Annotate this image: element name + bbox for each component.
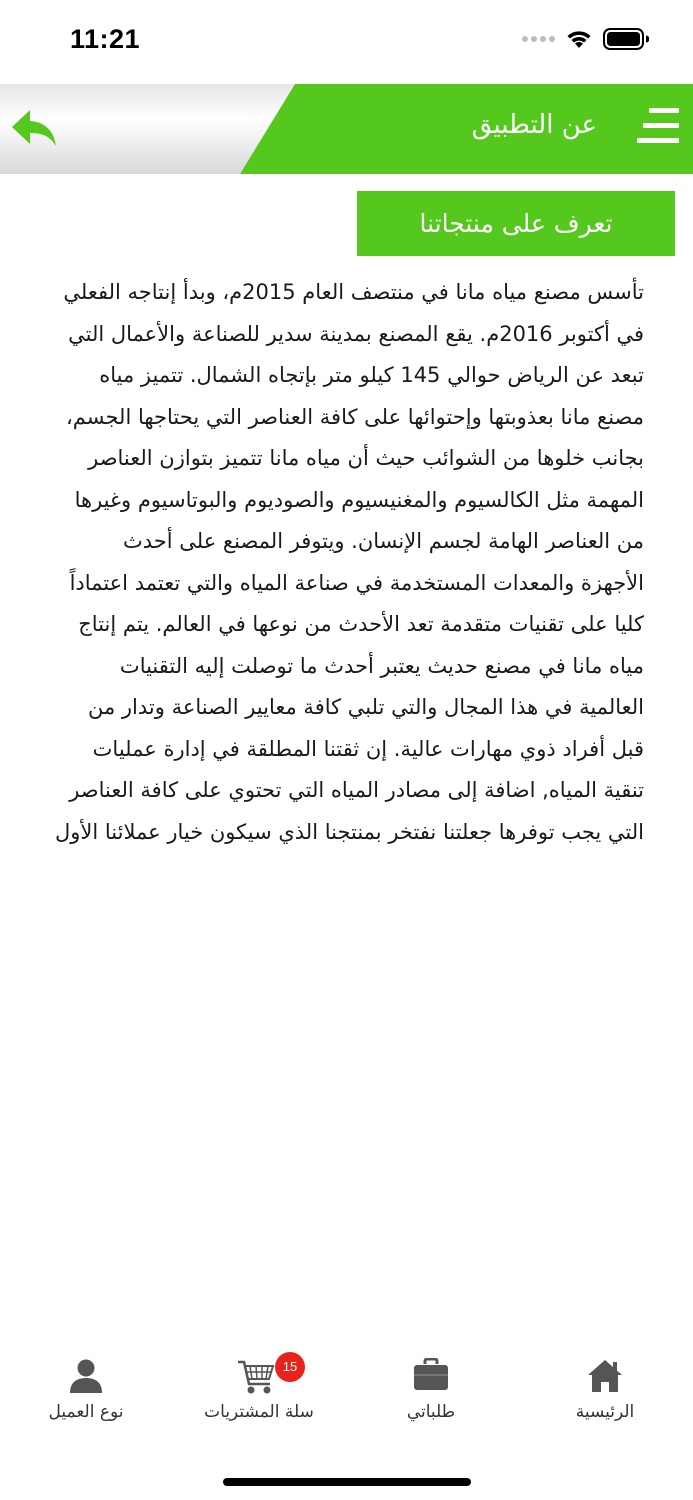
hamburger-menu-icon[interactable] xyxy=(635,108,679,150)
shopping-cart-icon xyxy=(236,1358,276,1396)
wifi-icon xyxy=(565,29,593,49)
nav-label-orders: طلباتي xyxy=(406,1402,456,1422)
bottom-navigation xyxy=(0,1340,693,1440)
user-icon xyxy=(69,1358,103,1394)
nav-item-customer-type[interactable] xyxy=(11,1340,161,1440)
cart-count-badge: 15 xyxy=(275,1352,305,1382)
back-button[interactable] xyxy=(8,102,62,156)
nav-item-home[interactable] xyxy=(530,1340,680,1440)
status-time: 11:21 xyxy=(70,24,141,54)
nav-item-orders[interactable] xyxy=(356,1340,506,1440)
battery-icon xyxy=(603,28,649,50)
status-icons xyxy=(522,28,649,50)
cellular-signal-icon xyxy=(522,36,555,42)
header-accent-band xyxy=(240,84,693,174)
nav-label-cart: سلة المشتريات xyxy=(204,1402,314,1422)
status-bar xyxy=(0,0,693,84)
briefcase-icon xyxy=(412,1358,450,1392)
back-arrow-icon xyxy=(8,102,62,156)
app-header xyxy=(0,84,693,174)
nav-item-cart[interactable] xyxy=(184,1340,334,1440)
nav-label-home: الرئيسية xyxy=(575,1402,635,1422)
about-description: تأسس مصنع مياه مانا في منتصف العام 2015م، وبدأ إنتاجه الفعلي في أكتوبر 2016م. يقع المصنع بمدينة سدير للصناعة والأعمال التي تبعد عن الرياض حوالي 145 كيلو متر بإتجاه الشمال. تتميز مياه مصنع مانا بعذوبتها وإحتوائها على كافة العناصر التي يحتاجها الجسم، بجانب خلوها من الشوائب حيث أن مياه مانا تتميز بتوازن العناصر المهمة مثل الكالسيوم والمغنيسيوم والصوديوم والبوتاسيوم وغيرها من العناصر الهامة لجسم الإنسان. ويتوفر المصنع على أحدث الأجهزة والمعدات المستخدمة في صناعة المياه والتي تعتمد اعتماداً كليا على تقنيات متقدمة تعد الأحدث من نوعها في العالم. يتم إنتاج مياه مانا في مصنع حديث يعتبر أحدث ما توصلت إليه التقنيات العالمية في هذا المجال والتي تلبي كافة معايير الصناعة وتدار من قبل أفراد ذوي مهارات عالية. إن ثقتنا المطلقة في إدارة عمليات تنقية المياه, اضافة إلى مصادر المياه التي تحتوي على كافة العناصر التي يجب توفرها جعلتنا نفتخر بمنتجنا الذي سيكون خيار عملائنا الأول xyxy=(54,280,644,844)
section-title: تعرف على منتجاتنا xyxy=(357,191,675,256)
page-title: عن التطبيق xyxy=(471,110,597,140)
home-indicator[interactable] xyxy=(223,1478,471,1486)
nav-label-customer-type: نوع العميل xyxy=(48,1402,124,1422)
home-icon xyxy=(586,1358,624,1394)
